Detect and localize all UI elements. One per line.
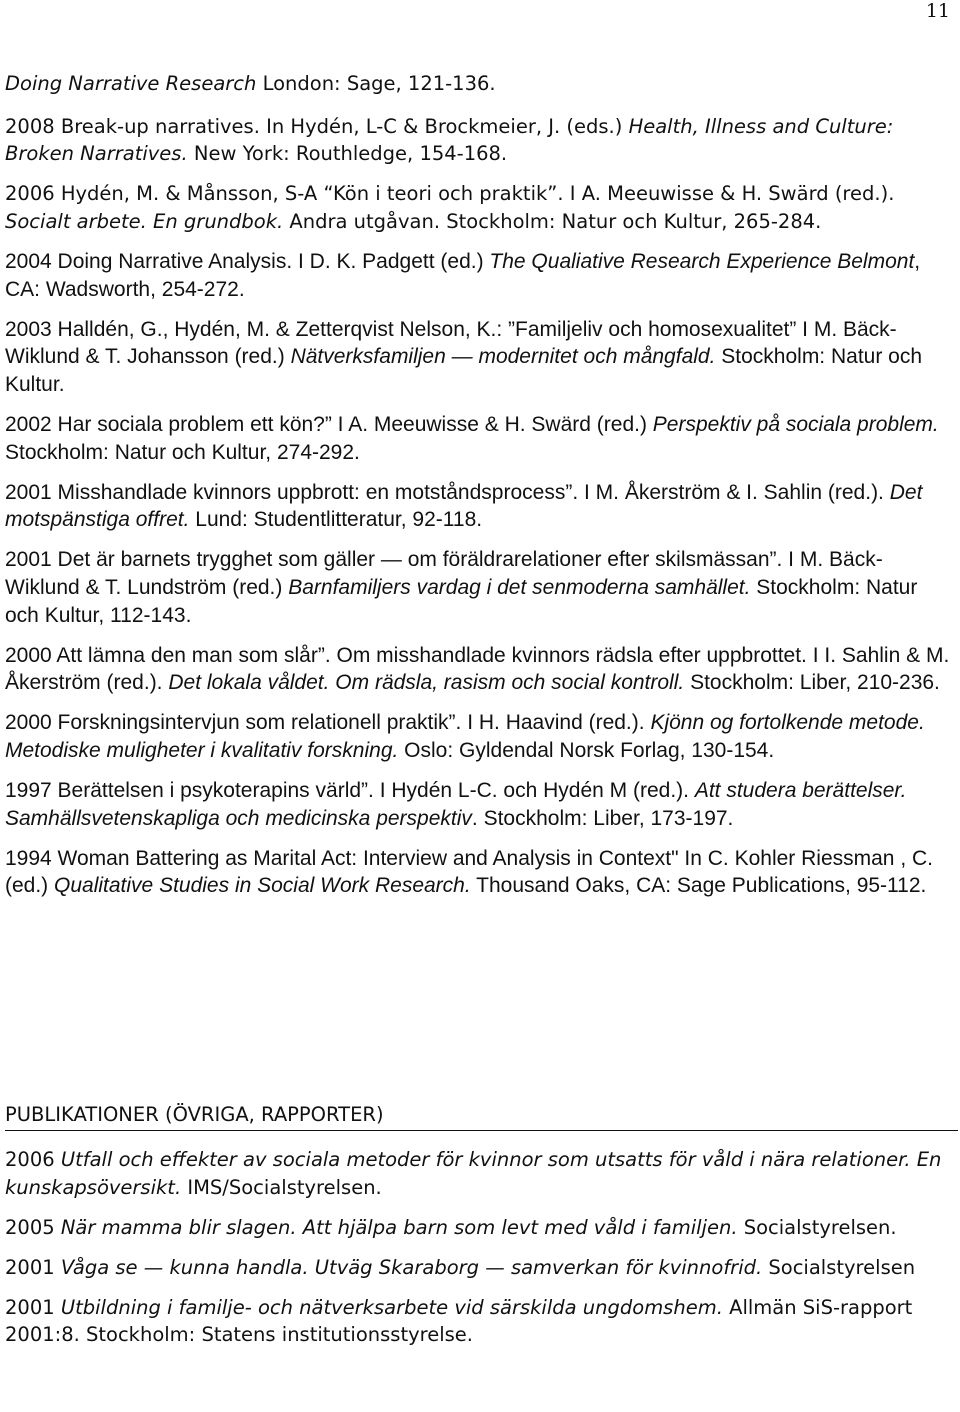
publication-details: Socialstyrelsen xyxy=(762,1255,916,1279)
reference-text: 2002 Har sociala problem ett kön?” I A. Meeuwisse & H. Swärd (red.) xyxy=(5,412,653,436)
reference-details: Stockholm: Liber, 210-236. xyxy=(684,671,940,695)
reference-text: 2001 Misshandlade kvinnors uppbrott: en motståndsprocess”. I M. Åkerström & I. Sahlin (red.). xyxy=(5,480,890,504)
reference-entry xyxy=(5,113,955,168)
reference-details: Stockholm: Natur och Kultur, 112-143. xyxy=(5,575,918,627)
reference-entry xyxy=(5,180,955,235)
reference-title: Perspektiv på sociala problem. xyxy=(652,412,939,436)
publication-details: Socialstyrelsen. xyxy=(737,1215,897,1239)
reference-entry xyxy=(5,642,955,697)
reference-text: 2004 Doing Narrative Analysis. I D. K. Padgett (ed.) xyxy=(5,249,490,273)
reference-details: Thousand Oaks, CA: Sage Publications, 95-112. xyxy=(470,874,927,898)
publication-entry xyxy=(5,1214,958,1242)
publication-title: Utbildning i familje- och nätverksarbete vid särskilda ungdomshem. xyxy=(60,1295,723,1319)
publication-details: IMS/Socialstyrelsen. xyxy=(181,1175,382,1199)
publication-year: 2001 xyxy=(5,1295,61,1319)
reference-title: Kjönn og fortolkende metode. Metodiske muligheter i kvalitativ forskning. xyxy=(5,711,925,762)
publication-title: Våga se — kunna handla. Utväg Skaraborg — samverkan för kvinnofrid. xyxy=(60,1255,763,1279)
reference-title: Health, Illness and Culture: Broken Narratives. xyxy=(5,114,894,166)
reference-text: 2000 Att lämna den man som slår”. Om misshandlade kvinnors rädsla efter uppbrottet. I I. Sahlin & M. Åkerström (red.). xyxy=(5,643,950,695)
reference-entry xyxy=(5,777,955,832)
publications-heading: PUBLIKATIONER (ÖVRIGA, RAPPORTER) xyxy=(5,1102,958,1131)
reference-details: . Stockholm: Liber, 173-197. xyxy=(471,806,734,830)
reference-entry xyxy=(5,411,955,466)
reference-details: New York: Routhledge, 154-168. xyxy=(187,142,508,166)
reference-title: Socialt arbete. En grundbok. xyxy=(5,209,284,233)
reference-entry xyxy=(5,845,955,900)
reference-text: 2006 Hydén, M. & Månsson, S-A “Kön i teori och praktik”. I A. Meeuwisse & H. Swärd (red.). xyxy=(5,182,895,206)
reference-entry xyxy=(5,479,955,534)
reference-details: Lund: Studentlitteratur, 92-118. xyxy=(189,508,483,532)
reference-text: 2003 Halldén, G., Hydén, M. & Zetterqvist Nelson, K.: ”Familjeliv och homosexualitet” I M. Bäck-Wiklund & T. Johansson (red.) xyxy=(5,317,897,369)
reference-details: Stockholm: Natur och Kultur. xyxy=(5,345,923,396)
reference-text: 2001 Det är barnets trygghet som gäller — om föräldrarelationer efter skilsmässan”. I M. Bäck-Wiklund & T. Lundström (red.) xyxy=(5,548,883,599)
reference-title: Barnfamiljers vardag i det senmoderna samhället. xyxy=(288,575,751,599)
reference-entry xyxy=(5,546,955,629)
reference-details: , CA: Wadsworth, 254-272. xyxy=(5,249,921,301)
reference-title: Det lokala våldet. Om rädsla, rasism och social kontroll. xyxy=(168,671,685,695)
publication-year: 2006 xyxy=(5,1148,61,1171)
publication-year: 2001 xyxy=(5,1255,61,1279)
reference-title: The Qualiative Research Experience Belmont xyxy=(489,249,915,273)
publication-entry xyxy=(5,1146,958,1201)
publication-title: När mamma blir slagen. Att hjälpa barn som levt med våld i familjen. xyxy=(60,1215,738,1239)
reference-text: 2008 Break-up narratives. In Hydén, L-C & Brockmeier, J. (eds.) xyxy=(5,114,629,138)
reference-entry xyxy=(5,248,955,303)
reference-details: Andra utgåvan. Stockholm: Natur och Kultur, 265-284. xyxy=(283,209,822,233)
publication-entry xyxy=(5,1254,958,1282)
reference-title: Qualitative Studies in Social Work Research. xyxy=(54,874,471,898)
reference-entry xyxy=(5,70,955,98)
reference-title: Doing Narrative Research xyxy=(5,72,257,95)
publication-details: Allmän SiS-rapport 2001:8. Stockholm: Statens institutionsstyrelse. xyxy=(5,1295,913,1347)
reference-details: Oslo: Gyldendal Norsk Forlag, 130-154. xyxy=(398,738,775,762)
reference-text: 2000 Forskningsintervjun som relationell praktik”. I H. Haavind (red.). xyxy=(5,711,651,735)
references-list xyxy=(5,70,955,912)
page-number: 11 xyxy=(925,0,950,22)
reference-details: Stockholm: Natur och Kultur, 274-292. xyxy=(5,440,360,464)
publication-year: 2005 xyxy=(5,1215,61,1239)
reference-title: Nätverksfamiljen — modernitet och mångfald. xyxy=(290,345,716,369)
reference-title: Det motspänstiga offret. xyxy=(5,480,923,532)
reference-text: 1997 Berättelsen i psykoterapins värld”. I Hydén L-C. och Hydén M (red.). xyxy=(5,778,695,802)
publication-entry xyxy=(5,1294,958,1349)
reference-entry xyxy=(5,316,955,399)
reference-details: London: Sage, 121-136. xyxy=(256,72,496,95)
reference-entry xyxy=(5,709,955,764)
publication-title: Utfall och effekter av sociala metoder för kvinnor som utsatts för våld i nära relationer. En kunskapsöversikt. xyxy=(5,1148,942,1199)
publications-section xyxy=(5,1102,958,1362)
reference-text: 1994 Woman Battering as Marital Act: Interview and Analysis in Context" In C. Kohler Riessman , C. (ed.) xyxy=(5,846,933,898)
reference-title: Att studera berättelser. Samhällsvetenskapliga och medicinska perspektiv xyxy=(5,778,907,830)
